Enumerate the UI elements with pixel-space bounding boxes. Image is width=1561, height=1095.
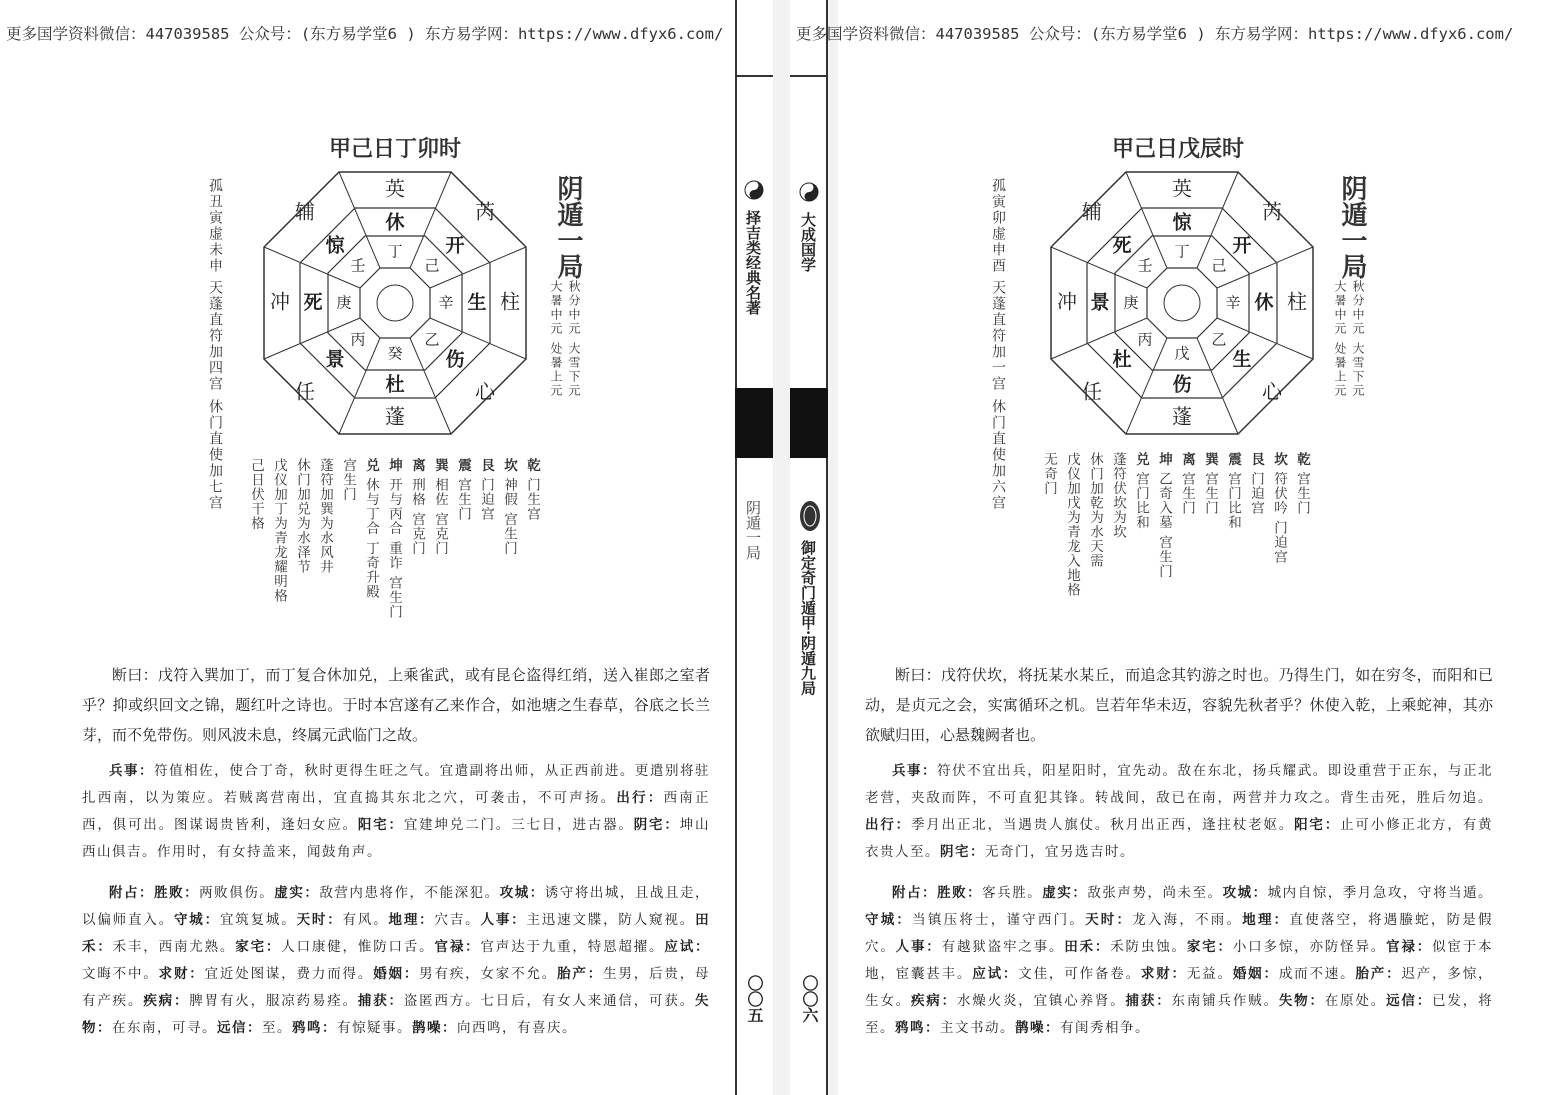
topic-label: 阴宅：: [633, 817, 680, 833]
topic-text: 至。: [262, 1020, 292, 1036]
topic-label: 人事：: [895, 939, 942, 955]
topic-label: 鹊噪：: [412, 1020, 457, 1036]
bagua-diagram: [260, 168, 530, 438]
analysis-item: 宫生门: [340, 458, 356, 502]
topic-label: 家宅：: [1186, 939, 1233, 955]
analysis-item: 蓬符加巽为水风井: [317, 458, 333, 574]
topic-text: 已发，将至。: [865, 993, 1494, 1036]
topic-text: 敌张声势，尚未至。: [1087, 885, 1223, 901]
topic-label: 应试：: [664, 939, 711, 955]
topic-label: 捕获：: [357, 993, 404, 1009]
topic-text: 在原处。: [1324, 993, 1387, 1009]
series-name: 择吉类经典名著: [744, 210, 762, 315]
topic-text: 符伏不宜出兵，阳星阳时，宜先动。敌在东北，扬兵耀武。即设重营于正东，与正北老营，夹敌而阵，不可直犯其锋。转战间，敌已在南，两营并力攻之。背生击死，胜后勿追。: [865, 763, 1494, 806]
outer-label: 芮: [1262, 199, 1282, 224]
analysis-item: 艮 门迫宫: [1248, 452, 1264, 516]
topic-text: 官声达于九重，特恩超擢。: [480, 939, 665, 955]
analysis-item: 己日伏干格: [248, 458, 264, 531]
topic-label: 攻城：: [499, 885, 545, 901]
middle-label: 休: [1254, 291, 1274, 314]
analysis-item: 坤 乙奇入墓 宫生门: [1156, 452, 1172, 579]
topic-text: 禾防虫蚀。: [1110, 939, 1187, 955]
topic-text: 人口康健，惟防口舌。: [281, 939, 435, 955]
topic-text: 有越狱盗牢之事。: [941, 939, 1065, 955]
topic-label: 胎产：: [1355, 966, 1402, 982]
topic-text: 脾胃有火，服凉药易痊。: [189, 993, 358, 1009]
topic-label: 出行：: [616, 790, 664, 806]
judgement-paragraph: 断曰：戊符入巽加丁，而丁复合休加兑，上乘雀武，或有昆仑盗得红绡，送入崔郎之室者乎？抑或织回文之锦，题红叶之诗也。于时本宫遂有乙来作合，如池塘之生春草，谷底之长兰芽，而不免带伤。则风波未息，终属元武临门之故。: [82, 666, 710, 744]
analysis-item: 震 宫门比和: [1225, 452, 1241, 530]
middle-label: 伤: [445, 348, 465, 371]
topic-label: 远信：: [217, 1020, 262, 1036]
topic-label: 天时：: [296, 912, 343, 928]
analysis-item: 巽 相佐 宫克门: [432, 458, 448, 556]
inner-label: 壬: [1137, 256, 1153, 275]
analysis-item: 乾 宫生门: [1294, 452, 1310, 516]
middle-label: 杜: [385, 373, 405, 396]
inner-label: 辛: [438, 293, 454, 312]
topic-text: 穴吉。: [434, 912, 481, 928]
inner-label: 己: [1211, 256, 1227, 275]
topic-text: 禾丰，西南尤熟。: [112, 939, 236, 955]
topic-text: 两败俱伤。: [199, 885, 275, 901]
topic-text: 季月出正北，当遇贵人旗仗。秋月出正西，逢拄杖老妪。: [910, 817, 1295, 833]
middle-label: 杜: [1112, 348, 1132, 371]
inner-label: 庚: [336, 293, 352, 312]
outer-label: 蓬: [1172, 404, 1192, 429]
outer-label: 心: [475, 379, 495, 404]
analysis-item: 戊仪加丁为青龙耀明格: [271, 458, 287, 603]
inner-label: 丁: [1174, 242, 1190, 261]
side-note: 休门直使加六宫: [990, 398, 1006, 511]
outer-label: 冲: [270, 289, 290, 314]
topic-text: 主文书动。: [940, 1020, 1015, 1036]
inner-label: 辛: [1225, 293, 1241, 312]
topic-label: 婚姻：: [373, 966, 420, 982]
analysis-item: 休门加乾为水天需: [1087, 452, 1103, 568]
middle-label: 惊: [325, 234, 345, 257]
topic-text: 生男，后贵，母有产疾。: [82, 966, 711, 1009]
topic-text: 文佳，可作备卷。: [1018, 966, 1141, 982]
topic-label: 攻城：: [1222, 885, 1268, 901]
topic-text: 文晦不中。: [82, 966, 159, 982]
inner-label: 丙: [1137, 330, 1153, 349]
ju-subtitle-2: 秋分中元 大雪下元: [567, 280, 581, 398]
watermark-header: 更多国学资料微信：447039585 公众号：(东方易学堂6 ) 东方易学网：https://www.dfyx6.com/: [6, 25, 724, 43]
publisher-name: 大成国学: [799, 212, 817, 272]
middle-label: 开: [445, 234, 465, 257]
analysis-item: 离 宫生门: [1179, 452, 1195, 516]
topic-text: 小口多惊，亦防怪异。: [1232, 939, 1387, 955]
side-note: 休门直使加七宫: [207, 398, 223, 511]
topic-text: 西南正西，俱可出。图谋谒贵皆利，逢妇女应。: [82, 790, 711, 833]
inner-label: 乙: [1211, 330, 1227, 349]
side-notes: [205, 178, 225, 511]
topic-text: 客兵胜。: [982, 885, 1043, 901]
topic-text: 符值相佐，使合丁奇，秋时更得生旺之气。宜遣副将出师，从正西前进。更遣别将驻扎西南，以为策应。若贼离营南出，宜直捣其东北之穴，可袭击，不可声扬。: [82, 763, 711, 806]
divination-paragraph: [82, 880, 710, 1042]
topic-label: 地理：: [1242, 912, 1290, 928]
analysis-item: 巽 宫生门: [1202, 452, 1218, 516]
judgement-paragraph: 断曰：戊符伏坎，将抚某水某丘，而追念其钓游之时也。乃得生门，如在穷冬，而阳和已动，是贞元之会，实寓循环之机。岂若年华未迈，容貌先秋者乎？休使入乾，上乘蛇神，其亦欲赋归田，心悬魏阙者也。: [865, 666, 1493, 744]
topic-text: 无奇门，宜另选吉时。: [985, 844, 1135, 860]
topic-text: 有惊疑事。: [337, 1020, 412, 1036]
analysis-item: 兑 宫门比和: [1133, 452, 1149, 530]
inner-label: 壬: [350, 256, 366, 275]
divination-paragraph: [865, 880, 1493, 1042]
topic-text: 向西鸣，有喜庆。: [457, 1020, 577, 1036]
topic-label: 鸦鸣：: [895, 1020, 940, 1036]
analysis-item: 离 刑格 宫克门: [409, 458, 425, 556]
outer-label: 蓬: [385, 404, 405, 429]
analysis-item: 艮 门迫宫: [478, 458, 494, 522]
topic-label: 田禾：: [1064, 939, 1111, 955]
topic-text: 敌营内患将作，不能深犯。: [319, 885, 500, 901]
topic-label: 家宅：: [235, 939, 282, 955]
topic-label: 兵事：: [109, 763, 155, 779]
outer-label: 柱: [500, 289, 520, 314]
outer-label: 辅: [295, 199, 315, 224]
outer-label: 英: [385, 176, 405, 201]
side-note: 天蓬直符加一宫: [990, 280, 1006, 393]
topic-label: 田禾：: [82, 912, 711, 955]
watermark-header: 更多国学资料微信：447039585 公众号：(东方易学堂6 ) 东方易学网：https://www.dfyx6.com/: [796, 25, 1514, 43]
topic-text: 坤山西山俱吉。作用时，有女持盖来，闻鼓角声。: [82, 817, 711, 860]
topic-text: 似宦于本地，宦囊甚丰。: [865, 939, 1494, 982]
outer-label: 柱: [1287, 289, 1307, 314]
topic-label: 天时：: [1085, 912, 1133, 928]
section-name: 阴遁一局: [744, 500, 762, 560]
ju-title: 阴遁一局: [1337, 175, 1367, 279]
analysis-columns: [244, 458, 543, 658]
page-number: 〇〇六: [800, 975, 819, 1023]
topic-label: 守城：: [865, 912, 913, 928]
ju-subtitle-1: 大暑中元 处暑上元: [549, 280, 563, 398]
topic-label: 阴宅：: [940, 844, 985, 860]
topic-text: 宜近处图谋，费力而得。: [204, 966, 374, 982]
side-notes: [988, 178, 1008, 511]
side-note: 孤寅卯虚申酉: [990, 178, 1006, 274]
topic-label: 胜败：: [937, 885, 983, 901]
topic-label: 鹊噪：: [1015, 1020, 1060, 1036]
middle-label: 死: [1112, 234, 1132, 257]
inner-label: 丁: [387, 242, 403, 261]
middle-label: 休: [385, 211, 405, 234]
topic-label: 官禄：: [1386, 939, 1433, 955]
topic-text: 主迅速文牒，防人窥视。: [526, 912, 696, 928]
topic-label: 鸦鸣：: [292, 1020, 337, 1036]
outer-label: 芮: [475, 199, 495, 224]
topic-text: 直使落空，将遇螣蛇，防是假穴。: [865, 912, 1494, 955]
inner-label: 丙: [350, 330, 366, 349]
ju-title: 阴遁一局: [553, 175, 583, 279]
topic-text: 宜建坤兑二门。三七日，进古器。: [403, 817, 634, 833]
ju-subtitle-2: 秋分中元 大雪下元: [1351, 280, 1365, 398]
bagua-diagram: [1047, 168, 1317, 438]
right-page: [790, 0, 1561, 1095]
topic-label: 应试：: [972, 966, 1019, 982]
middle-label: 开: [1232, 234, 1252, 257]
topic-label: 胜败：: [154, 885, 200, 901]
military-paragraph: [865, 758, 1493, 866]
topic-label: 兵事：: [892, 763, 938, 779]
topic-text: 龙入海，不雨。: [1132, 912, 1243, 928]
topic-text: 当镇压将士，谨守西门。: [912, 912, 1086, 928]
topic-label: 官禄：: [434, 939, 481, 955]
side-note: 孤丑寅虚未申: [207, 178, 223, 274]
analysis-item: 坎 符伏吟 门迫宫: [1271, 452, 1287, 565]
diagram-title: 甲己日戊辰时: [1111, 137, 1244, 162]
topic-label: 阳宅：: [357, 817, 404, 833]
analysis-item: 无奇门: [1041, 452, 1057, 496]
topic-text: 城内自惊，季月急攻，守将当遁。: [1267, 885, 1494, 901]
topic-text: 诱守将出城，且战且走，以偏师直入。: [82, 885, 711, 928]
outer-label: 心: [1262, 379, 1282, 404]
topic-text: 成而不速。: [1278, 966, 1356, 982]
analysis-item: 震 宫生门: [455, 458, 471, 522]
diagram-title: 甲己日丁卯时: [328, 137, 461, 162]
topic-text: 在东南，可寻。: [112, 1020, 217, 1036]
left-page: [0, 0, 772, 1095]
middle-label: 死: [303, 291, 323, 314]
left-spine: [735, 0, 773, 1095]
topic-label: 地理：: [388, 912, 435, 928]
inner-label: 己: [424, 256, 440, 275]
middle-label: 生: [1232, 348, 1252, 371]
topic-text: 有风。: [342, 912, 389, 928]
inner-label: 戊: [1174, 344, 1190, 363]
topic-label: 求财：: [158, 966, 205, 982]
outer-label: 任: [295, 379, 315, 404]
middle-label: 惊: [1172, 211, 1192, 234]
topic-label: 附占：: [109, 885, 155, 901]
analysis-item: 坤 开与丙合 重诈 宫生门: [386, 458, 402, 619]
topic-label: 虚实：: [274, 885, 320, 901]
analysis-columns: [1037, 452, 1313, 652]
inner-label: 癸: [387, 344, 403, 363]
topic-label: 捕获：: [1125, 993, 1172, 1009]
topic-label: 附占：: [892, 885, 938, 901]
topic-text: 迟产，多惊，生女。: [865, 966, 1494, 1009]
yin-yang-icon: [744, 180, 764, 200]
page-number: 〇〇五: [745, 975, 764, 1023]
topic-text: 无益。: [1186, 966, 1233, 982]
topic-text: 止可小修正北方，有黄衣贵人至。: [865, 817, 1494, 860]
side-note: 天蓬直符加四宫: [207, 280, 223, 393]
middle-label: 生: [467, 291, 487, 314]
middle-label: 景: [325, 348, 345, 371]
analysis-item: 戊仪加戊为青龙入地格: [1064, 452, 1080, 597]
topic-label: 失物：: [82, 993, 711, 1036]
topic-label: 婚姻：: [1232, 966, 1279, 982]
topic-label: 出行：: [865, 817, 911, 833]
topic-label: 失物：: [1278, 993, 1325, 1009]
topic-label: 疾病：: [143, 993, 190, 1009]
topic-label: 胎产：: [557, 966, 604, 982]
analysis-item: 兑 休与丁合 丁奇升殿: [363, 458, 379, 600]
topic-text: 盗匿西方。七日后，有女人来通信，可获。: [403, 993, 696, 1009]
topic-text: 东南铺兵作贼。: [1171, 993, 1279, 1009]
topic-label: 求财：: [1140, 966, 1187, 982]
topic-text: 男有疾，女家不允。: [419, 966, 558, 982]
topic-label: 守城：: [173, 912, 220, 928]
topic-label: 阳宅：: [1294, 817, 1341, 833]
military-paragraph: [82, 758, 710, 866]
topic-text: 水燥火炎，宜镇心养肾。: [956, 993, 1126, 1009]
book-title: 御定奇门遁甲·阴遁九局: [799, 540, 817, 696]
outer-label: 英: [1172, 176, 1192, 201]
analysis-item: 坎 神假 宫生门: [501, 458, 517, 556]
outer-label: 辅: [1082, 199, 1102, 224]
topic-label: 人事：: [480, 912, 527, 928]
analysis-item: 休门加兑为水泽节: [294, 458, 310, 574]
outer-label: 冲: [1057, 289, 1077, 314]
topic-text: 宜筑复城。: [219, 912, 297, 928]
ju-subtitle-1: 大暑中元 处暑上元: [1333, 280, 1347, 398]
analysis-item: 蓬符伏坎为坎: [1110, 452, 1126, 539]
topic-label: 虚实：: [1042, 885, 1088, 901]
middle-label: 伤: [1172, 373, 1192, 396]
inner-label: 乙: [424, 330, 440, 349]
middle-label: 景: [1090, 291, 1110, 314]
analysis-item: 乾 门生宫: [524, 458, 540, 522]
topic-label: 远信：: [1386, 993, 1433, 1009]
outer-label: 任: [1082, 379, 1102, 404]
topic-text: 有闺秀相争。: [1060, 1020, 1150, 1036]
topic-label: 疾病：: [910, 993, 957, 1009]
inner-label: 庚: [1123, 293, 1139, 312]
